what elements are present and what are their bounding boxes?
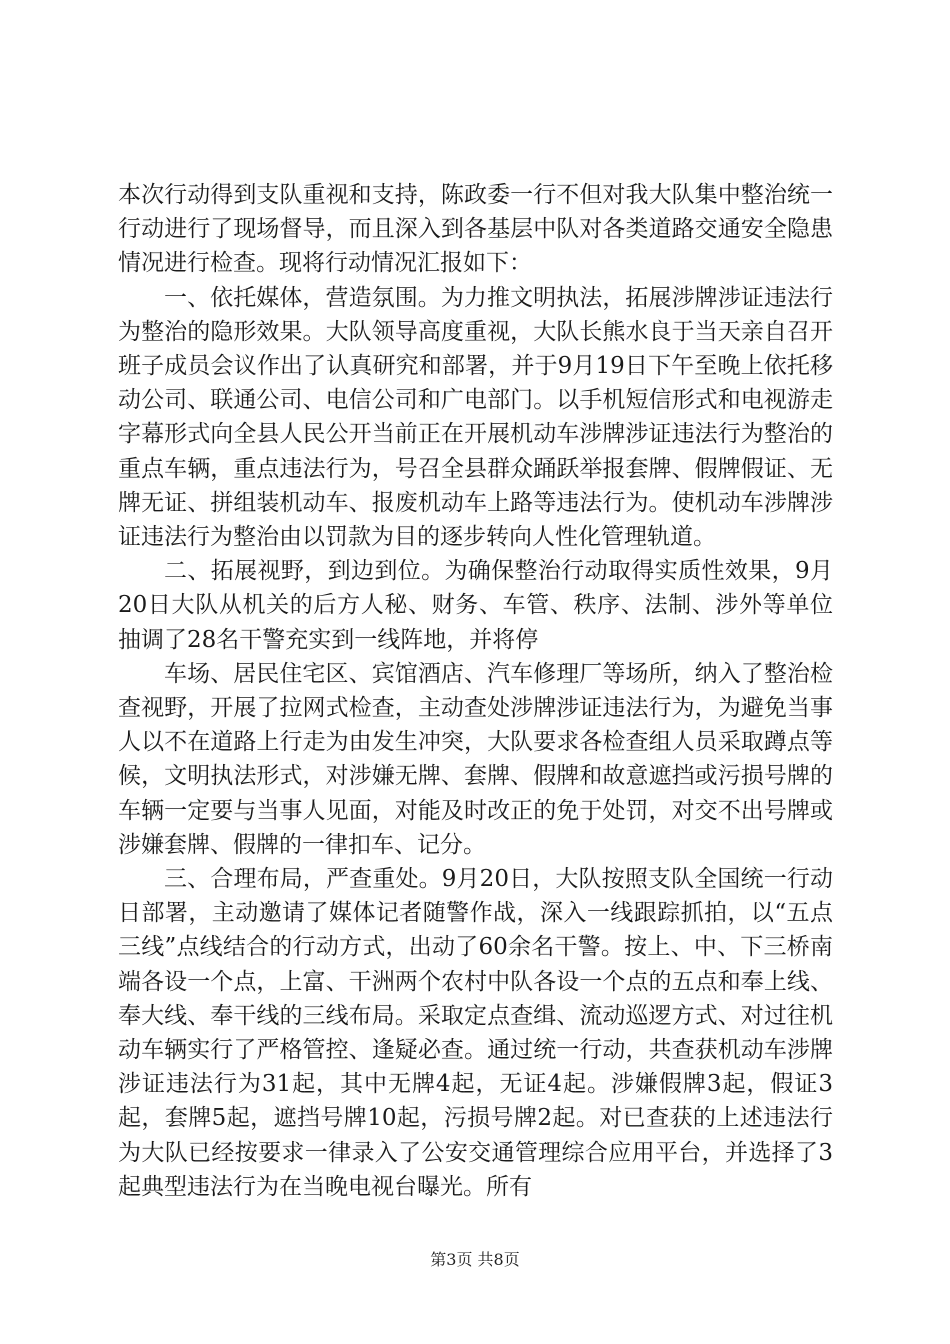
paragraph-section-two: 二、拓展视野，到边到位。为确保整治行动取得实质性效果，9月20日大队从机关的后方人秘、财务、车管、秩序、法制、涉外等单位抽调了28名干警充实到一线阵地，并将停 — [118, 558, 833, 653]
paragraph-section-one: 一、依托媒体，营造氛围。为力推文明执法，拓展涉牌涉证违法行为整治的隐形效果。大队领导高度重视，大队长熊水良于当天亲自召开班子成员会议作出了认真研究和部署，并于9月19日下午至晚上依托移动公司、联通公司、电信公司和广电部门。以手机短信形式和电视游走字幕形式向全县人民公开当前正在开展机动车涉牌涉证违法行为整治的重点车辆，重点违法行为，号召全县群众踊跃举报套牌、假牌假证、无牌无证、拼组装机动车、报废机动车上路等违法行为。使机动车涉牌涉证违法行为整治由以罚款为目的逐步转向人性化管理轨道。 — [118, 284, 833, 551]
page-footer: 第3页 共8页 — [430, 1250, 520, 1269]
document-body — [118, 178, 833, 1204]
paragraph-intro: 本次行动得到支队重视和支持，陈政委一行不但对我大队集中整治统一行动进行了现场督导，而且深入到各基层中队对各类道路交通安全隐患情况进行检查。现将行动情况汇报如下： — [118, 182, 833, 277]
paragraph-section-two-continued: 车场、居民住宅区、宾馆酒店、汽车修理厂等场所，纳入了整治检查视野，开展了拉网式检查，主动查处涉牌涉证违法行为，为避免当事人以不在道路上行走为由发生冲突，大队要求各检查组人员采取蹲点等候，文明执法形式，对涉嫌无牌、套牌、假牌和故意遮挡或污损号牌的车辆一定要与当事人见面，对能及时改正的免于处罚，对交不出号牌或涉嫌套牌、假牌的一律扣车、记分。 — [118, 660, 833, 858]
paragraph-section-three: 三、合理布局，严查重处。9月20日，大队按照支队全国统一行动日部署，主动邀请了媒体记者随警作战，深入一线跟踪抓拍，以“五点三线”点线结合的行动方式，出动了60余名干警。按上、中、下三桥南端各设一个点，上富、干洲两个农村中队各设一个点的五点和奉上线、奉大线、奉干线的三线布局。采取定点查缉、流动巡逻方式、对过往机动车辆实行了严格管控、逢疑必查。通过统一行动，共查获机动车涉牌涉证违法行为31起，其中无牌4起，无证4起。涉嫌假牌3起，假证3起，套牌5起，遮挡号牌10起，污损号牌2起。对已查获的上述违法行为大队已经按要求一律录入了公安交通管理综合应用平台，并选择了3起典型违法行为在当晚电视台曝光。所有 — [118, 866, 833, 1200]
